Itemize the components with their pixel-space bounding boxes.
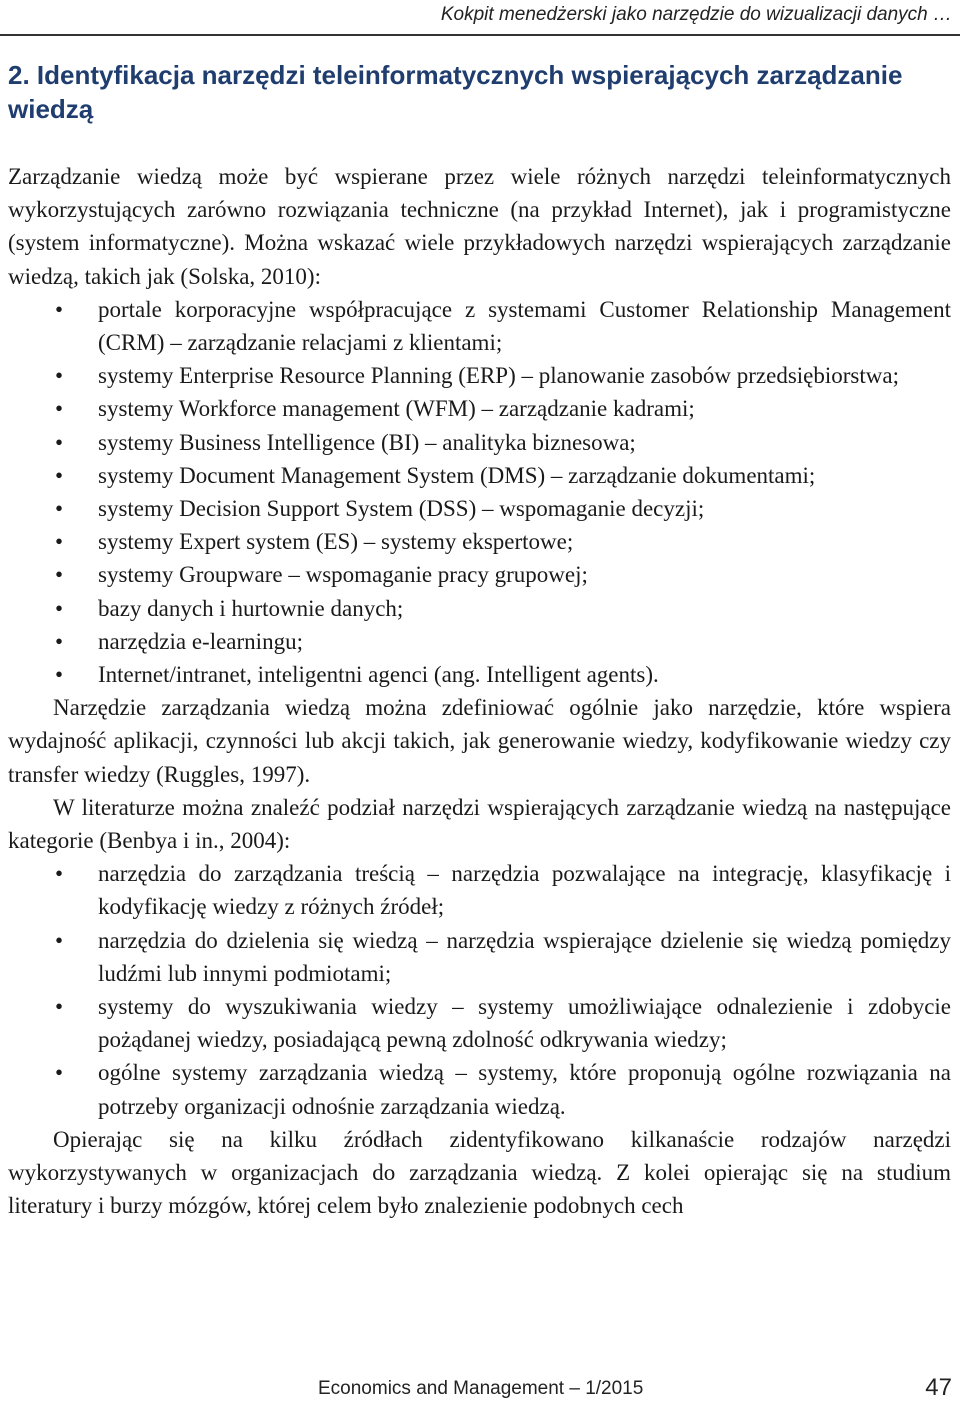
list-item (8, 426, 951, 459)
bullet-icon: • (55, 662, 64, 688)
list-item (8, 857, 951, 923)
list-item (8, 592, 951, 625)
list-item (8, 1056, 951, 1122)
journal-name: Economics and Management – 1/2015 (318, 1378, 644, 1399)
list-item (8, 525, 951, 558)
list-item-text: narzędzia do zarządzania treścią – narzędzia pozwalające na integrację, klasyfikację i kodyfikację wiedzy z różnych źródeł; (98, 861, 951, 920)
list-item-text: bazy danych i hurtownie danych; (98, 595, 404, 621)
list-item-text: narzędzia do dzielenia się wiedzą – narzędzia wspierające dzielenie się wiedzą pomiędzy ludźmi lub innymi podmiotami; (98, 927, 951, 986)
list-item (8, 658, 951, 691)
list-item-text: systemy Document Management System (DMS) – zarządzanie dokumentami; (98, 462, 816, 488)
paragraph-closing: Opierając się na kilku źródłach zidentyfikowano kilkanaście rodzajów narzędzi wykorzystywanych w organizacjach do zarządzania wiedzą. Z kolei opierając się na studium literatury i burzy mózgów, której celem było znalezienie podobnych cech (8, 1126, 951, 1219)
bullet-icon: • (55, 529, 64, 555)
bullet-icon: • (55, 1060, 64, 1086)
list-item-text: systemy Enterprise Resource Planning (ERP) – planowanie zasobów przedsiębiorstwa; (98, 363, 899, 389)
list-item (8, 990, 951, 1056)
bullet-icon: • (55, 595, 64, 621)
bullet-icon: • (55, 296, 64, 322)
page-number: 47 (925, 1374, 952, 1401)
categories-list (8, 857, 951, 1123)
list-item (8, 492, 951, 525)
bullet-icon: • (55, 562, 64, 588)
bullet-icon: • (55, 994, 64, 1020)
list-item-text: systemy Decision Support System (DSS) – wspomaganie decyzji; (98, 496, 705, 522)
list-item (8, 924, 951, 990)
list-item-text: Internet/intranet, inteligentni agenci (ang. Intelligent agents). (98, 662, 659, 688)
list-item (8, 293, 951, 359)
list-item-text: systemy Groupware – wspomaganie pracy grupowej; (98, 562, 588, 588)
list-item (8, 625, 951, 658)
bullet-icon: • (55, 396, 64, 422)
article-body (8, 160, 951, 1223)
list-item-text: systemy Expert system (ES) – systemy ekspertowe; (98, 529, 574, 555)
bullet-icon: • (55, 861, 64, 887)
bullet-icon: • (55, 628, 64, 654)
page-footer (0, 1374, 960, 1403)
list-item (8, 459, 951, 492)
bullet-icon: • (55, 429, 64, 455)
list-item (8, 359, 951, 392)
list-item-text: portale korporacyjne współpracujące z systemami Customer Relationship Management (CRM) – zarządzanie relacjami z klientami; (98, 296, 951, 356)
bullet-icon: • (55, 462, 64, 488)
running-header: Kokpit menedżerski jako narzędzie do wizualizacji danych … (440, 4, 952, 25)
bullet-icon: • (55, 927, 64, 953)
section-title: 2. Identyfikacja narzędzi teleinformatycznych wspierających zarządzanie wiedzą (8, 60, 903, 124)
list-item-text: ogólne systemy zarządzania wiedzą – systemy, które proponują ogólne rozwiązania na potrzeby organizacji odnośnie zarządzania wiedzą. (98, 1060, 951, 1119)
list-item-text: systemy Workforce management (WFM) – zarządzanie kadrami; (98, 396, 695, 422)
list-item-text: systemy Business Intelligence (BI) – analityka biznesowa; (98, 429, 636, 455)
list-item (8, 392, 951, 425)
list-item-text: narzędzia e-learningu; (98, 628, 303, 654)
paragraph-intro: Zarządzanie wiedzą może być wspierane przez wiele różnych narzędzi teleinformatycznych wykorzystujących zarówno rozwiązania techniczne (na przykład Internet), jak i programistyczne (system informatyczne). Można wskazać wiele przykładowych narzędzi wspierających zarządzanie wiedzą, takich jak (Solska, 2010): (8, 164, 951, 289)
header-rule (0, 34, 960, 36)
paragraph-definition: Narzędzie zarządzania wiedzą można zdefiniować ogólnie jako narzędzie, które wspiera wydajność aplikacji, czynności lub akcji takich, jak generowanie wiedzy, kodyfikowanie wiedzy czy transfer wiedzy (Ruggles, 1997). (8, 695, 951, 787)
list-item (8, 558, 951, 591)
bullet-icon: • (55, 363, 64, 389)
paragraph-categories-intro: W literaturze można znaleźć podział narzędzi wspierających zarządzanie wiedzą na następujące kategorie (Benbya i in., 2004): (8, 794, 951, 854)
list-item-text: systemy do wyszukiwania wiedzy – systemy umożliwiające odnalezienie i zdobycie pożądanej wiedzy, posiadającą pewną zdolność odkrywania wiedzy; (98, 994, 951, 1053)
tools-list (8, 293, 951, 691)
bullet-icon: • (55, 496, 64, 522)
